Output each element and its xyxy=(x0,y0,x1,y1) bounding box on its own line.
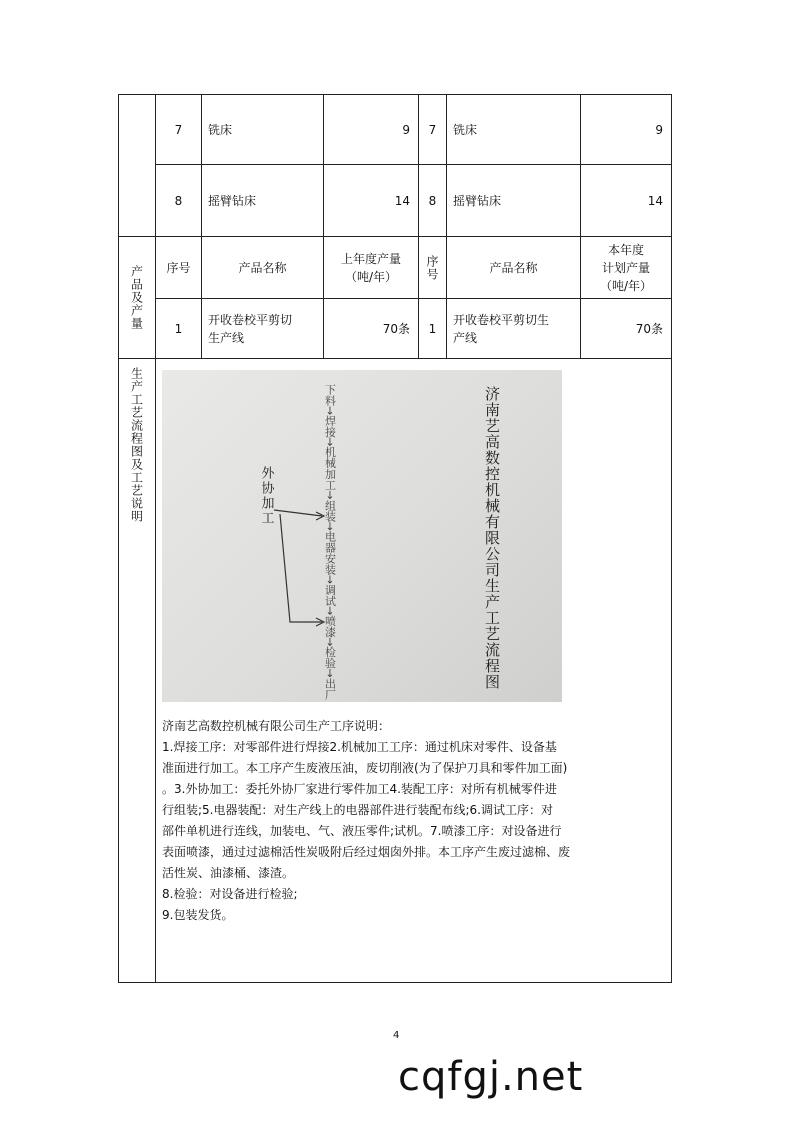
header-no: 序号 xyxy=(156,237,202,299)
flowchart-main-flow: 下料→焊接→机械加工→组装→电器安装→调试→喷漆→检验→出厂 xyxy=(323,384,337,700)
flowchart-photo xyxy=(162,370,562,702)
page-number: 4 xyxy=(393,1030,400,1041)
left-qty: 14 xyxy=(324,165,419,237)
description-line: 1.焊接工序：对零部件进行焊接2.机械加工工序：通过机床对零件、设备基 xyxy=(162,740,557,754)
description-line: 部件单机进行连线，加装电、气、液压零件;试机。7.喷漆工序：对设备进行 xyxy=(162,824,562,838)
product-name-2: 开收卷校平剪切生 产线 xyxy=(447,299,581,359)
left-no: 7 xyxy=(156,95,202,165)
description-line: 9.包装发货。 xyxy=(162,908,234,922)
left-no: 8 xyxy=(156,165,202,237)
product-header-row xyxy=(119,237,672,299)
right-no: 8 xyxy=(419,165,447,237)
product-last-qty: 70条 xyxy=(324,299,419,359)
product-no-2: 1 xyxy=(419,299,447,359)
flowchart-title: 济南艺高数控机械有限公司生产工艺流程图 xyxy=(483,386,501,690)
description-line: 济南艺高数控机械有限公司生产工序说明： xyxy=(162,719,391,733)
description-line: 表面喷漆，通过过滤棉活性炭吸附后经过烟囱外排。本工序产生废过滤棉、废 xyxy=(162,845,571,859)
left-name: 铣床 xyxy=(202,95,324,165)
header-last-year: 上年度产量 （吨/年） xyxy=(324,237,419,299)
description-line: 行组装;5.电器装配：对生产线上的电器部件进行装配布线;6.调试工序：对 xyxy=(162,803,553,817)
product-no: 1 xyxy=(156,299,202,359)
flowchart-connectors xyxy=(274,510,324,626)
description-line: 8.检验：对设备进行检验; xyxy=(162,887,298,901)
description-line: 。3.外协加工：委托外协厂家进行零件加工4.装配工序：对所有机械零件进 xyxy=(162,782,557,796)
product-section-label: 产品及产量 xyxy=(119,237,156,359)
equipment-row xyxy=(119,95,672,165)
product-this-qty: 70条 xyxy=(581,299,672,359)
product-name: 开收卷校平剪切 生产线 xyxy=(202,299,324,359)
description-line: 活性炭、油漆桶、漆渣。 xyxy=(162,866,295,880)
header-name: 产品名称 xyxy=(202,237,324,299)
header-this-year: 本年度 计划产量 （吨/年） xyxy=(581,237,672,299)
process-section-label: 生产工艺流程图及工艺说明 xyxy=(119,359,156,983)
equipment-row xyxy=(119,165,672,237)
flowchart-side-label: 外协加工 xyxy=(258,466,274,526)
description-line: 准面进行加工。本工序产生废液压油，废切削液(为了保护刀具和零件加工面) xyxy=(162,761,568,775)
blank-section-cell xyxy=(119,95,156,237)
right-name: 铣床 xyxy=(447,95,581,165)
right-qty: 9 xyxy=(581,95,672,165)
right-qty: 14 xyxy=(581,165,672,237)
left-qty: 9 xyxy=(324,95,419,165)
product-row xyxy=(119,299,672,359)
header-name-2: 产品名称 xyxy=(447,237,581,299)
right-no: 7 xyxy=(419,95,447,165)
left-name: 摇臂钻床 xyxy=(202,165,324,237)
flowchart-diagram xyxy=(162,370,562,702)
right-name: 摇臂钻床 xyxy=(447,165,581,237)
process-description xyxy=(162,716,652,926)
watermark: cqfgj.net xyxy=(398,1054,584,1100)
header-no-2: 序号 xyxy=(419,237,447,299)
